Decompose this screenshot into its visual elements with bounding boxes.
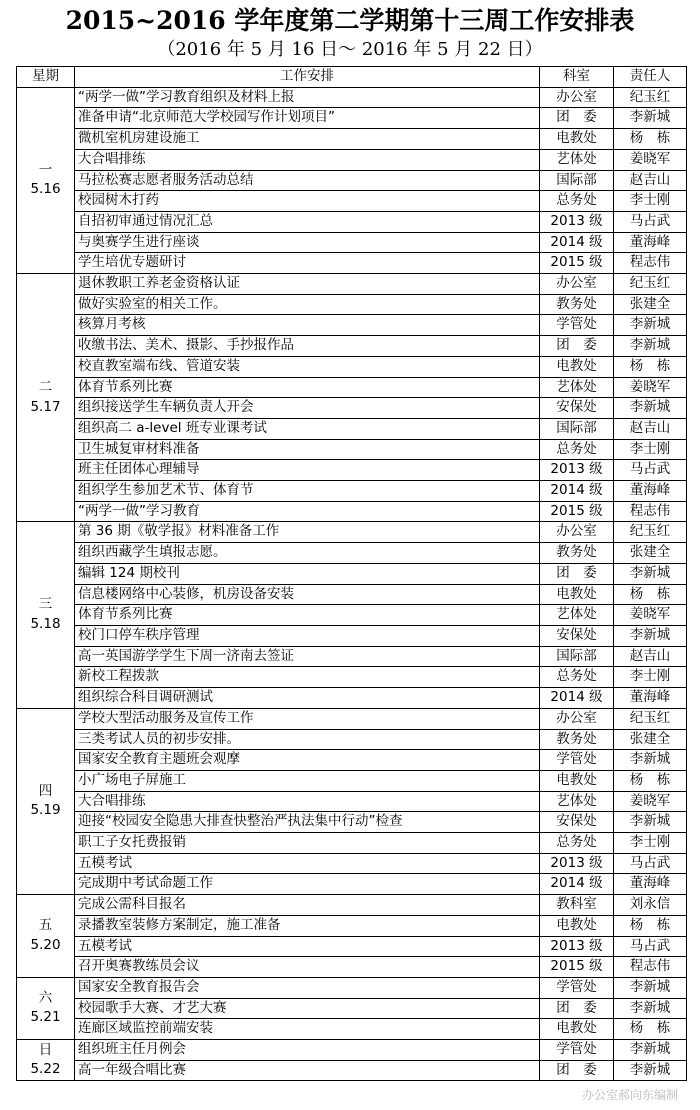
department-cell: 团 委 — [540, 998, 614, 1019]
department-cell: 2013 级 — [540, 211, 614, 232]
department-cell: 国际部 — [540, 418, 614, 439]
table-row — [17, 853, 687, 874]
task-cell: 连廊区域监控前端安装 — [75, 1019, 540, 1040]
table-row — [17, 770, 687, 791]
department-cell: 总务处 — [540, 667, 614, 688]
task-cell: “两学一做”学习教育组织及材料上报 — [75, 87, 540, 108]
task-cell: 体育节系列比赛 — [75, 377, 540, 398]
responsible-person-cell: 纪玉红 — [614, 87, 687, 108]
task-cell: 大合唱排练 — [75, 791, 540, 812]
task-cell: 校园树木打药 — [75, 191, 540, 212]
weekday-name: 三 — [38, 596, 53, 613]
responsible-person-cell: 李新城 — [614, 1040, 687, 1061]
department-cell: 安保处 — [540, 625, 614, 646]
responsible-person-cell: 李士刚 — [614, 833, 687, 854]
day-cell — [17, 977, 75, 1039]
table-row — [17, 791, 687, 812]
task-cell: 五模考试 — [75, 936, 540, 957]
compiler-note: 办公室郝向东编制 — [581, 1088, 678, 1102]
department-cell: 总务处 — [540, 191, 614, 212]
table-row — [17, 936, 687, 957]
table-row — [17, 667, 687, 688]
responsible-person-cell: 董海峰 — [614, 874, 687, 895]
task-cell: 小广场电子屏施工 — [75, 770, 540, 791]
department-cell: 电教处 — [540, 356, 614, 377]
table-row — [17, 460, 687, 481]
responsible-person-cell: 李新城 — [614, 977, 687, 998]
responsible-person-cell: 纪玉红 — [614, 274, 687, 295]
weekday-name: 五 — [38, 917, 53, 934]
responsible-person-cell: 张建全 — [614, 294, 687, 315]
department-cell: 艺体处 — [540, 791, 614, 812]
department-cell: 办公室 — [540, 274, 614, 295]
task-cell: 大合唱排练 — [75, 149, 540, 170]
header-task: 工作安排 — [75, 67, 540, 88]
responsible-person-cell: 纪玉红 — [614, 522, 687, 543]
table-row — [17, 957, 687, 978]
table-row — [17, 398, 687, 419]
table-row — [17, 584, 687, 605]
table-row — [17, 191, 687, 212]
responsible-person-cell: 董海峰 — [614, 232, 687, 253]
department-cell: 团 委 — [540, 336, 614, 357]
table-row — [17, 274, 687, 295]
table-row — [17, 501, 687, 522]
weekday-name: 日 — [38, 1041, 53, 1058]
department-cell: 艺体处 — [540, 149, 614, 170]
task-cell: 完成公需科目报名 — [75, 895, 540, 916]
table-row — [17, 833, 687, 854]
table-row — [17, 1060, 687, 1081]
task-cell: 组织接送学生车辆负责人开会 — [75, 398, 540, 419]
department-cell: 团 委 — [540, 563, 614, 584]
department-cell: 教务处 — [540, 294, 614, 315]
department-cell: 2015 级 — [540, 501, 614, 522]
table-row — [17, 895, 687, 916]
department-cell: 2014 级 — [540, 232, 614, 253]
department-cell: 办公室 — [540, 522, 614, 543]
department-cell: 国际部 — [540, 170, 614, 191]
table-row — [17, 418, 687, 439]
weekday-date: 5.21 — [30, 1009, 61, 1026]
day-cell — [17, 87, 75, 273]
table-row — [17, 149, 687, 170]
responsible-person-cell: 马占武 — [614, 853, 687, 874]
responsible-person-cell: 姜晓军 — [614, 377, 687, 398]
department-cell: 安保处 — [540, 812, 614, 833]
department-cell: 团 委 — [540, 1060, 614, 1081]
table-row — [17, 315, 687, 336]
department-cell: 办公室 — [540, 87, 614, 108]
responsible-person-cell: 马占武 — [614, 460, 687, 481]
header-person: 责任人 — [614, 67, 687, 88]
department-cell: 2014 级 — [540, 481, 614, 502]
table-row — [17, 356, 687, 377]
responsible-person-cell: 李新城 — [614, 625, 687, 646]
department-cell: 2013 级 — [540, 460, 614, 481]
weekday-date: 5.19 — [30, 802, 61, 819]
responsible-person-cell: 纪玉红 — [614, 708, 687, 729]
responsible-person-cell: 李新城 — [614, 336, 687, 357]
responsible-person-cell: 赵吉山 — [614, 170, 687, 191]
table-row — [17, 708, 687, 729]
table-row — [17, 915, 687, 936]
department-cell: 电教处 — [540, 770, 614, 791]
table-row — [17, 211, 687, 232]
department-cell: 电教处 — [540, 1019, 614, 1040]
responsible-person-cell: 李新城 — [614, 563, 687, 584]
table-row — [17, 336, 687, 357]
task-cell: 第 36 期《敬学报》材料准备工作 — [75, 522, 540, 543]
responsible-person-cell: 赵吉山 — [614, 646, 687, 667]
task-cell: 学生培优专题研讨 — [75, 253, 540, 274]
responsible-person-cell: 刘永信 — [614, 895, 687, 916]
schedule-table — [16, 66, 687, 1081]
task-cell: 校园歌手大赛、才艺大赛 — [75, 998, 540, 1019]
task-cell: 班主任团体心理辅导 — [75, 460, 540, 481]
table-row — [17, 377, 687, 398]
day-cell — [17, 522, 75, 708]
responsible-person-cell: 姜晓军 — [614, 149, 687, 170]
task-cell: 完成期中考试命题工作 — [75, 874, 540, 895]
responsible-person-cell: 李士刚 — [614, 667, 687, 688]
responsible-person-cell: 李新城 — [614, 812, 687, 833]
task-cell: 职工子女托费报销 — [75, 833, 540, 854]
department-cell: 教科室 — [540, 895, 614, 916]
department-cell: 安保处 — [540, 398, 614, 419]
task-cell: 五模考试 — [75, 853, 540, 874]
responsible-person-cell: 马占武 — [614, 211, 687, 232]
table-row — [17, 646, 687, 667]
task-cell: 马拉松赛志愿者服务活动总结 — [75, 170, 540, 191]
department-cell: 团 委 — [540, 108, 614, 129]
weekday-date: 5.20 — [30, 937, 61, 954]
task-cell: 组织学生参加艺术节、体育节 — [75, 481, 540, 502]
task-cell: “两学一做”学习教育 — [75, 501, 540, 522]
responsible-person-cell: 李士刚 — [614, 191, 687, 212]
task-cell: 校门口停车秩序管理 — [75, 625, 540, 646]
responsible-person-cell: 杨 栋 — [614, 356, 687, 377]
day-cell — [17, 708, 75, 894]
department-cell: 2014 级 — [540, 688, 614, 709]
department-cell: 教务处 — [540, 729, 614, 750]
department-cell: 总务处 — [540, 833, 614, 854]
responsible-person-cell: 李新城 — [614, 315, 687, 336]
header-day: 星期 — [17, 67, 75, 88]
task-cell: 迎接“校园安全隐患大排查快整治严执法集中行动”检查 — [75, 812, 540, 833]
responsible-person-cell: 赵吉山 — [614, 418, 687, 439]
table-row — [17, 688, 687, 709]
department-cell: 学管处 — [540, 750, 614, 771]
department-cell: 2013 级 — [540, 936, 614, 957]
task-cell: 学校大型活动服务及宣传工作 — [75, 708, 540, 729]
responsible-person-cell: 程志伟 — [614, 501, 687, 522]
task-cell: 收缴书法、美术、摄影、手抄报作品 — [75, 336, 540, 357]
task-cell: 组织西藏学生填报志愿。 — [75, 543, 540, 564]
task-cell: 组织班主任月例会 — [75, 1040, 540, 1061]
weekday-date: 5.18 — [30, 616, 61, 633]
table-row — [17, 812, 687, 833]
responsible-person-cell: 李新城 — [614, 108, 687, 129]
task-cell: 高一英国游学学生下周一济南去签证 — [75, 646, 540, 667]
table-row — [17, 253, 687, 274]
weekday-date: 5.16 — [30, 181, 61, 198]
table-row — [17, 294, 687, 315]
table-row — [17, 1040, 687, 1061]
task-cell: 组织高二 a-level 班专业课考试 — [75, 418, 540, 439]
weekday-name: 四 — [38, 782, 53, 799]
department-cell: 教务处 — [540, 543, 614, 564]
task-cell: 国家安全教育主题班会观摩 — [75, 750, 540, 771]
responsible-person-cell: 李新城 — [614, 398, 687, 419]
task-cell: 召开奥赛教练员会议 — [75, 957, 540, 978]
responsible-person-cell: 姜晓军 — [614, 791, 687, 812]
table-row — [17, 1019, 687, 1040]
department-cell: 学管处 — [540, 315, 614, 336]
responsible-person-cell: 姜晓军 — [614, 605, 687, 626]
table-row — [17, 108, 687, 129]
table-row — [17, 605, 687, 626]
schedule-body — [17, 87, 687, 1081]
table-row — [17, 543, 687, 564]
task-cell: 退休教职工养老金资格认证 — [75, 274, 540, 295]
header-dept: 科室 — [540, 67, 614, 88]
responsible-person-cell: 张建全 — [614, 729, 687, 750]
table-row — [17, 481, 687, 502]
task-cell: 录播教室装修方案制定，施工准备 — [75, 915, 540, 936]
responsible-person-cell: 董海峰 — [614, 481, 687, 502]
department-cell: 2015 级 — [540, 253, 614, 274]
task-cell: 与奥赛学生进行座谈 — [75, 232, 540, 253]
task-cell: 高一年级合唱比赛 — [75, 1060, 540, 1081]
responsible-person-cell: 程志伟 — [614, 253, 687, 274]
weekday-name: 六 — [38, 989, 53, 1006]
day-cell — [17, 1040, 75, 1081]
task-cell: 准备申请“北京师范大学校园写作计划项目” — [75, 108, 540, 129]
responsible-person-cell: 杨 栋 — [614, 770, 687, 791]
table-row — [17, 977, 687, 998]
table-row — [17, 998, 687, 1019]
department-cell: 学管处 — [540, 1040, 614, 1061]
department-cell: 艺体处 — [540, 605, 614, 626]
responsible-person-cell: 马占武 — [614, 936, 687, 957]
weekday-date: 5.22 — [30, 1061, 61, 1078]
department-cell: 办公室 — [540, 708, 614, 729]
table-row — [17, 750, 687, 771]
table-row — [17, 129, 687, 150]
table-row — [17, 522, 687, 543]
department-cell: 电教处 — [540, 915, 614, 936]
department-cell: 电教处 — [540, 584, 614, 605]
task-cell: 编辑 124 期校刊 — [75, 563, 540, 584]
date-range-subtitle: （2016 年 5 月 16 日～ 2016 年 5 月 22 日） — [157, 39, 543, 60]
department-cell: 艺体处 — [540, 377, 614, 398]
task-cell: 新校工程拨款 — [75, 667, 540, 688]
task-cell: 卫生城复审材料准备 — [75, 439, 540, 460]
task-cell: 信息楼网络中心装修，机房设备安装 — [75, 584, 540, 605]
task-cell: 三类考试人员的初步安排。 — [75, 729, 540, 750]
responsible-person-cell: 李士刚 — [614, 439, 687, 460]
table-row — [17, 874, 687, 895]
weekday-date: 5.17 — [30, 398, 61, 415]
table-row — [17, 625, 687, 646]
table-row — [17, 87, 687, 108]
day-cell — [17, 895, 75, 978]
day-cell — [17, 274, 75, 522]
department-cell: 学管处 — [540, 977, 614, 998]
weekday-name: 一 — [38, 161, 53, 178]
department-cell: 2013 级 — [540, 853, 614, 874]
task-cell: 国家安全教育报告会 — [75, 977, 540, 998]
responsible-person-cell: 李新城 — [614, 998, 687, 1019]
department-cell: 2015 级 — [540, 957, 614, 978]
table-header-row — [17, 67, 687, 88]
task-cell: 组织综合科目调研测试 — [75, 688, 540, 709]
department-cell: 总务处 — [540, 439, 614, 460]
department-cell: 2014 级 — [540, 874, 614, 895]
responsible-person-cell: 张建全 — [614, 543, 687, 564]
weekday-name: 二 — [38, 379, 53, 396]
department-cell: 国际部 — [540, 646, 614, 667]
department-cell: 电教处 — [540, 129, 614, 150]
responsible-person-cell: 董海峰 — [614, 688, 687, 709]
table-row — [17, 563, 687, 584]
responsible-person-cell: 杨 栋 — [614, 129, 687, 150]
table-row — [17, 232, 687, 253]
responsible-person-cell: 杨 栋 — [614, 915, 687, 936]
responsible-person-cell: 李新城 — [614, 1060, 687, 1081]
page-title: 2015~2016 学年度第二学期第十三周工作安排表 — [65, 6, 635, 35]
responsible-person-cell: 程志伟 — [614, 957, 687, 978]
task-cell: 自招初审通过情况汇总 — [75, 211, 540, 232]
responsible-person-cell: 杨 栋 — [614, 1019, 687, 1040]
responsible-person-cell: 李新城 — [614, 750, 687, 771]
table-row — [17, 729, 687, 750]
table-row — [17, 439, 687, 460]
task-cell: 微机室机房建设施工 — [75, 129, 540, 150]
table-row — [17, 170, 687, 191]
task-cell: 核算月考核 — [75, 315, 540, 336]
task-cell: 体育节系列比赛 — [75, 605, 540, 626]
responsible-person-cell: 杨 栋 — [614, 584, 687, 605]
task-cell: 校直教室端布线、管道安装 — [75, 356, 540, 377]
task-cell: 做好实验室的相关工作。 — [75, 294, 540, 315]
